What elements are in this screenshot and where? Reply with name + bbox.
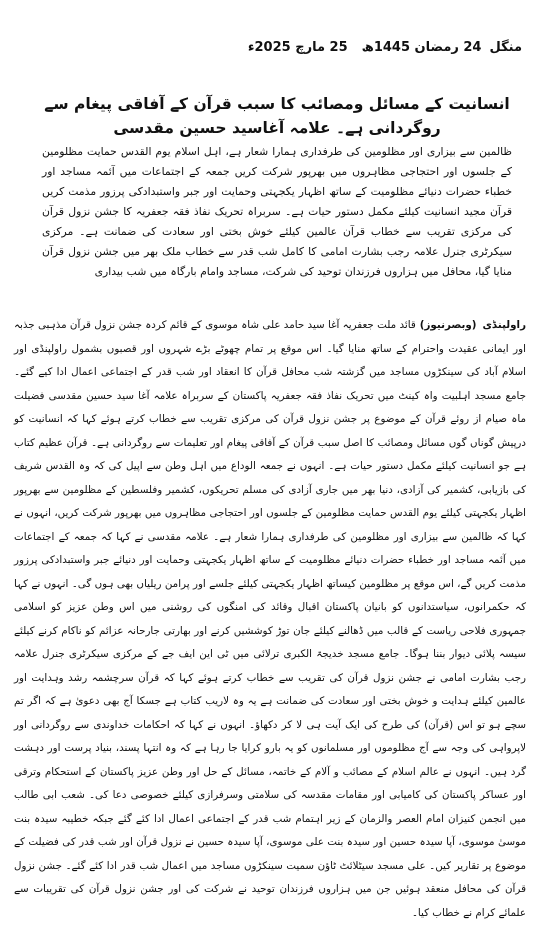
headline-summary: ظالمین سے بیزاری اور مظلومین کی طرفداری ہمارا شعار ہے، اہل اسلام یوم القدس حمایت مظلومین کے جلسوں اور احتجاجی مظاہروں میں بھرپور شرکت کریں جمعہ کے اجتماعات میں آئمہ مساجد اور خطباء حضرات دنیائے مظلومیت کے ساتھ اظہار یکجہتی وحمایت اور جبر واستبدادکی پرزور مذمت کریں قرآن مجید انسانیت کیلئے مکمل دستور حیات ہے۔ سربراہ تحریک نفاذ فقہ جعفریہ کا جشن نزول قرآن کی مرکزی تقریب سے خطاب قرآن عالمین کیلئے خوش بختی اور سعادت کی ضمانت ہے۔ مرکزی سیکرٹری جنرل علامہ رجب بشارت امامی کا کامل شب قدر سے خطاب ملک بھر میں جشن نزول قرآن منایا گیا، محافل میں ہزاروں فرزندان توحید کی شرکت، مساجد وامام بارگاہ میں شب بیداری [42, 145, 512, 278]
hijri-date: 24 رمضان 1445ھ [361, 40, 482, 55]
article-source: (وبصرنیوز) [419, 319, 477, 331]
date-line [0, 40, 540, 55]
article-text: قائد ملت جعفریہ آغا سید حامد علی شاہ موسوی کے قائم کردہ جشن نزول قرآن مذہبی جذبہ اور ایمانی عقیدت واحترام کے ساتھ منایا گیا۔ اس موقع پر تمام چھوٹے بڑے شہروں اور قصبوں بشمول راولپنڈی اور اسلام آباد کی سینکڑوں مساجد میں گزشتہ شب محافل قرآن کا انعقاد اور شب قدر کے اجتماعی اعمال ادا کیے گئے۔ جامع مسجد اہلبیت واہ کینٹ میں تحریک نفاذ فقہ جعفریہ پاکستان کے سربراہ علامہ آغا سید حسین مقدسی فضیلت ماہ صیام از روئے قرآن کے موضوع پر جشن نزول قرآن کی مرکزی تقریب سے خطاب کرتے ہوئے کہا کہ انسانیت کو درپیش گوناں گوں مسائل ومصائب کا اصل سبب قرآن کے آفاقی پیغام اور تعلیمات سے روگردانی ہے۔ قرآن عظیم کتاب ہے جو انسانیت کیلئے مکمل دستور حیات ہے۔ انہوں نے جمعہ الوداع میں اہل وطن سے اپیل کی کہ وہ القدس شریف کی بازیابی، کشمیر کی آزادی، دنیا بھر میں جاری آزادی کی مسلم تحریکوں، کشمیر وفلسطین کے مظلومین سے بھرپور اظہار یکجہتی کیلئے یوم القدس حمایت مظلومین کے جلسوں اور احتجاجی مظاہروں میں بھرپور شرکت کریں، انہوں نے کہا کہ ظالمین سے بیزاری اور مظلومین کی طرفداری ہمارا شعار ہے۔ علامہ مقدسی نے کہا کہ جمعہ کے اجتماعات میں آئمہ مساجد اور خطباء حضرات دنیائے مظلومیت کے ساتھ اظہار یکجہتی وحمایت اور دنیائے جبر واستبدادکی پرزور مذمت کریں گے، اس موقع پر مظلومین کیساتھ اظہار یکجہتی کیلئے جلسے اور پرامن ریلیاں بھی ہوں گی۔ انہوں نے کہا کہ حکمرانوں، سیاستدانوں کو بانیان پاکستان اقبال وقائد کی امنگوں کی روشنی میں اس وطن عزیز کو اسلامی جمہوری فلاحی ریاست کے قالب میں ڈھالنے کیلئے جان توڑ کوششیں کرنے اور بھارتی جارحانہ عزائم کو ناکام کرنے کیلئے سیسہ پلائی دیوار بننا ہوگا۔ جامع مسجد خدیجۃ الکبری ترلائی میں ٹی این ایف جے کے مرکزی سیکرٹری جنرل علامہ رجب بشارت امامی نے جشن نزول قرآن کی تقریب سے خطاب کرتے ہوئے کہا کہ قرآن سرچشمہ رشد وہدایت اور عالمین کیلئے ہدایت و خوش بختی اور سعادت کی ضمانت ہے یہ وہ لاریب کتاب ہے جسکا آج بھی دعویٰ ہے کہ اگر تم سچے ہو تو اس (قرآن) کی طرح کی ایک آیت ہی لا کر دکھاؤ۔ انہوں نے کہا کہ احکامات خداوندی سے روگردانی اور لاپرواہی کی وجہ سے آج مظلوموں اور مسلمانوں کو یہ بارو کرایا جا رہا ہے کہ وہ انتہا پسند، بنیاد پرست اور دہشت گرد ہیں۔ انہوں نے عالم اسلام کے مصائب و آلام کے خاتمہ، مسائل کے حل اور وطن عزیز پاکستان کے استحکام وترقی اور عساکر پاکستان کی کامیابی اور مقامات مقدسہ کی سلامتی وسرفرازی کیلئے خصوصی دعا کی۔ شعب ابی طالب میں انجمن کنیزان امام العصر والزمان کے زیر اہتمام شب قدر کے اجتماعی اعمال ادا کئے گئے جبکہ خطیبہ سیدہ بنت موسیٰ موسوی، آپا سیدہ حسین اور سیدہ بنت علی موسوی، آپا سیدہ حسین نے نزول قرآن اور شب قدر کی فضیلت کے موضوع پر تقاریر کیں۔ علی مسجد سیٹلائٹ ٹاؤن سمیت سینکڑوں مساجد میں اعمال شب قدر ادا کئے گئے۔ جشن نزول قرآن کی محافل منعقد ہوئیں جن میں ہزاروں فرزندان توحید نے شرکت کی اور جشن نزول قرآن کی تقریبات سے علمائے کرام نے خطاب کیا۔ [14, 319, 526, 919]
gregorian-date: 25 مارچ 2025ء [247, 40, 348, 55]
article-dateline: راولپنڈی [482, 319, 526, 331]
headline-block [42, 92, 512, 282]
weekday: منگل [489, 40, 522, 55]
article-body [14, 314, 526, 925]
headline-title: انسانیت کے مسائل ومصائب کا سبب قرآن کے آفاقی پیغام سے روگردانی ہے۔ علامہ آغاسید حسین مقدسی [44, 95, 510, 137]
